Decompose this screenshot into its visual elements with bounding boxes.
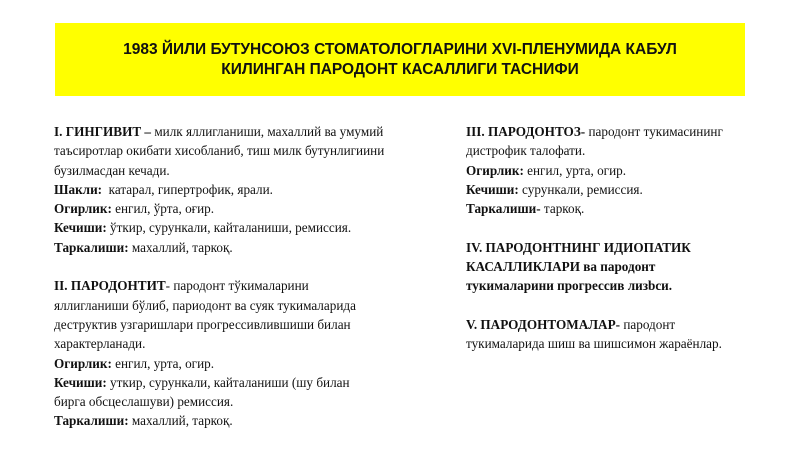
idiopathic-heading-2: КАСАЛЛИКЛАРИ [466,259,580,275]
parodontoma-section [466,315,786,354]
parodontit-severity-value: енгил, урта, огир. [111,355,215,371]
parodontit-course-value-1: уткир, сурункали, кайталаниши (шу билан [106,374,350,390]
gingivit-course-value: ўткир, сурункали, кайталаниши, ремиссия. [106,220,352,236]
idiopathic-heading-2b: ва пародонт [579,259,656,275]
parodontoma-heading: V. ПАРОДОНТОМАЛАР- [466,316,621,332]
parodontoz-spread-label: Таркалиши- [466,201,541,217]
gingivit-severity-label: Огирлик: [54,201,112,217]
right-column [466,122,786,354]
parodontoz-spread-value: таркоқ. [540,201,585,217]
gingivit-heading: I. ГИНГИВИТ – [54,124,152,139]
title-line-2: КИЛИНГАН ПАРОДОНТ КАСАЛЛИГИ ТАСНИФИ [221,60,579,78]
parodontoma-desc-1: пародонт [620,316,676,332]
title-line-1: 1983 ЙИЛИ БУТУНСОЮЗ СТОМАТОЛОГЛАРИНИ XVI-ПЛЕНУМИДА КАБУЛ [123,40,677,58]
parodontoz-severity-label: Огирлик: [466,162,524,178]
idiopathic-heading-1: IV. ПАРОДОНТНИНГ ИДИОПАТИК [466,239,691,255]
parodontit-spread-value: махаллий, таркоқ. [128,413,233,429]
parodontit-desc-3: деструктив узгаришлари прогрессивлившиши билан [54,316,351,332]
gingivit-course-label: Кечиши: [54,220,107,236]
parodontit-heading: II. ПАРОДОНТИТ [54,278,166,294]
section-spacer [466,218,786,237]
gingivit-desc-1: милк яллигланиши, махаллий ва умумий [151,124,384,139]
parodontoz-desc-1: пародонт тукимасининг [585,124,723,139]
parodontoz-section [466,122,786,218]
gingivit-forms-label: Шакли: [54,181,103,197]
gingivit-desc-2: таъсиротлар окибати хисобланиб, тиш милк бутунлигиини [54,143,385,159]
gingivit-severity-value: енгил, ўрта, оғир. [111,201,215,217]
left-column [54,122,454,431]
parodontit-desc-4: характерланади. [54,336,146,352]
parodontoma-desc-2: тукималарида шиш ва шишсимон жараёнлар. [466,336,722,352]
parodontit-spread-label: Таркалиши: [54,413,129,429]
title-banner [55,23,745,96]
parodontit-course-label: Кечиши: [54,374,107,390]
parodontit-course-value-2: бирга обсцеслашуви) ремиссия. [54,394,234,410]
parodontoz-desc-2: дистрофик талофати. [466,143,586,159]
parodontoz-severity-value: енгил, урта, огир. [523,162,627,178]
gingivit-forms-value: катарал, гипертрофик, ярали. [102,181,273,197]
parodontoz-course-value: сурункали, ремиссия. [518,181,643,197]
idiopathic-heading-3: тукималарини прогрессив лизbси. [466,278,673,294]
parodontit-section [54,276,454,430]
parodontit-severity-label: Огирлик: [54,355,112,371]
parodontit-desc-2: яллигланиши бўлиб, париодонт ва суяк тукималарида [54,297,356,313]
gingivit-desc-3: бузилмасдан кечади. [54,162,170,178]
gingivit-section [54,122,454,257]
section-spacer [54,257,454,276]
section-spacer [466,296,786,315]
gingivit-spread-label: Таркалиши: [54,239,129,255]
parodontit-desc-1: - пародонт тўкималарини [165,278,309,294]
parodontoz-heading: III. ПАРОДОНТОЗ- [466,124,586,139]
idiopathic-section [466,238,786,296]
parodontoz-course-label: Кечиши: [466,181,519,197]
gingivit-spread-value: махаллий, таркоқ. [128,239,233,255]
